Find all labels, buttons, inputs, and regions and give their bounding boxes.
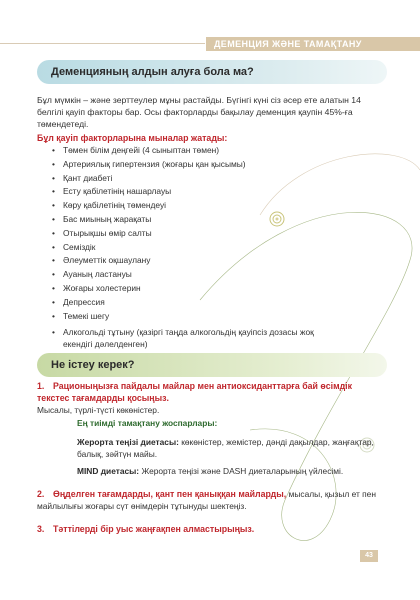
header-line bbox=[0, 43, 205, 44]
mediterranean-diet bbox=[77, 436, 377, 460]
diet-plans-heading bbox=[77, 417, 377, 429]
diet-title: MIND диетасы: bbox=[77, 466, 140, 476]
list-item: • Алкогольді тұтыну (қазіргі таңда алкогольдің қауіпсіз дозасы жоқ екендігі дәлелденген) bbox=[52, 327, 332, 350]
list-item: • Қант диабеті bbox=[52, 172, 332, 186]
list-item: • Отырықшы өмір салты bbox=[52, 227, 332, 241]
section-title-prevention: Деменцияның алдын алуға бола ма? bbox=[37, 60, 387, 84]
risk-factors-list bbox=[52, 144, 332, 350]
mind-diet bbox=[77, 465, 377, 477]
diet-text: көкөністер, жемістер, дәнді дақылдар, жаңғақтар, балық, зәйтүн майы. bbox=[77, 437, 374, 459]
step-number: 2. bbox=[37, 489, 45, 499]
diet-title: Жерорта теңізі диетасы: bbox=[77, 437, 179, 447]
step-2 bbox=[37, 488, 377, 512]
step-1 bbox=[37, 380, 377, 416]
list-item: • Бас миының жарақаты bbox=[52, 213, 332, 227]
step-3 bbox=[37, 523, 377, 535]
list-item: • Темекі шегу bbox=[52, 310, 332, 324]
list-item: • Депрессия bbox=[52, 296, 332, 310]
step-title: Тәттілерді бір уыс жаңғақпен алмастырыңыз. bbox=[53, 524, 255, 534]
list-item: • Әлеуметтік оқшаулану bbox=[52, 254, 332, 268]
step-title: Өңделген тағамдарды, қант пен қаныққан майларды, bbox=[53, 489, 287, 499]
section-title-what-to-do: Не істеу керек? bbox=[37, 353, 387, 377]
list-item: • Есту қабілетінің нашарлауы bbox=[52, 185, 332, 199]
diet-text: Жерорта теңізі және DASH диеталарының үйлесімі. bbox=[141, 466, 344, 476]
intro-paragraph: Бұл мүмкін – және зерттеулер мұны растайды. Бүгінгі күні сіз әсер ете алатын 14 белгілі қауіп факторы бар. Осы факторларды бақылау деменция қаупін 45%-ға төмендетеді. bbox=[37, 95, 361, 129]
list-item: • Төмен білім деңгейі (4 сыныптан төмен) bbox=[52, 144, 332, 158]
step-title: Рационыңызға пайдалы майлар мен антиоксиданттарға бай өсімдік текстес тағамдарды қосыңыз. bbox=[37, 381, 353, 403]
list-item: • Артериялық гипертензия (жоғары қан қысымы) bbox=[52, 158, 332, 172]
list-item: • Көру қабілетінің төмендеуі bbox=[52, 199, 332, 213]
risk-factors-heading: Бұл қауіп факторларына мыналар жатады: bbox=[37, 133, 228, 143]
step-number: 1. bbox=[37, 381, 45, 391]
step-number: 3. bbox=[37, 524, 45, 534]
step-text: Мысалы, түрлі-түсті көкөністер. bbox=[37, 405, 160, 415]
step-text: мысалы, қызыл ет пен майлылығы жоғары сүт өнімдерін тұтынуды шектеңіз. bbox=[37, 489, 376, 511]
plans-heading: Ең тиімді тамақтану жоспарлары: bbox=[77, 418, 218, 428]
page-number: 43 bbox=[360, 550, 378, 562]
list-item: • Жоғары холестерин bbox=[52, 282, 332, 296]
header-title: ДЕМЕНЦИЯ ЖӘНЕ ТАМАҚТАНУ bbox=[206, 37, 420, 51]
list-item: • Ауаның ластануы bbox=[52, 268, 332, 282]
list-item: • Семіздік bbox=[52, 241, 332, 255]
